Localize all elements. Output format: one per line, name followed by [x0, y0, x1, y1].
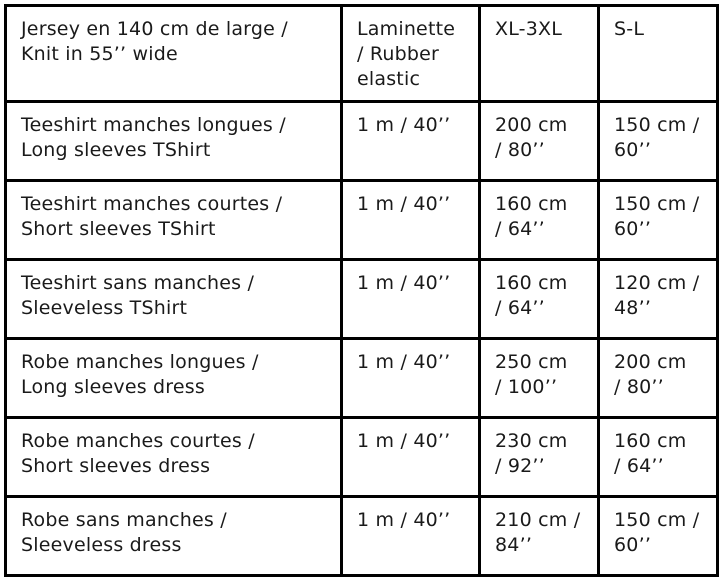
- elastic-cell: 1 m / 40’’: [342, 418, 480, 497]
- table-row: [6, 260, 718, 339]
- s-l-cell: 160 cm / 64’’: [599, 418, 718, 497]
- header-cell-fabric: Jersey en 140 cm de large / Knit in 55’’ wide: [6, 6, 342, 102]
- s-l-cell: 150 cm / 60’’: [599, 102, 718, 181]
- xl-3xl-cell: 160 cm / 64’’: [480, 260, 599, 339]
- xl-3xl-cell: 250 cm / 100’’: [480, 339, 599, 418]
- garment-cell: Robe manches courtes / Short sleeves dress: [6, 418, 342, 497]
- garment-cell: Robe manches longues / Long sleeves dress: [6, 339, 342, 418]
- s-l-cell: 120 cm / 48’’: [599, 260, 718, 339]
- garment-cell: Robe sans manches / Sleeveless dress: [6, 497, 342, 576]
- garment-cell: Teeshirt manches courtes / Short sleeves TShirt: [6, 181, 342, 260]
- elastic-cell: 1 m / 40’’: [342, 102, 480, 181]
- header-cell-size-s-l: S-L: [599, 6, 718, 102]
- table-row: [6, 339, 718, 418]
- elastic-cell: 1 m / 40’’: [342, 339, 480, 418]
- fabric-requirements-table: [4, 4, 719, 577]
- table-header-row: [6, 6, 718, 102]
- table-row: [6, 418, 718, 497]
- xl-3xl-cell: 160 cm / 64’’: [480, 181, 599, 260]
- s-l-cell: 200 cm / 80’’: [599, 339, 718, 418]
- s-l-cell: 150 cm / 60’’: [599, 181, 718, 260]
- elastic-cell: 1 m / 40’’: [342, 497, 480, 576]
- elastic-cell: 1 m / 40’’: [342, 181, 480, 260]
- table-row: [6, 181, 718, 260]
- table-row: [6, 102, 718, 181]
- s-l-cell: 150 cm / 60’’: [599, 497, 718, 576]
- header-cell-size-xl-3xl: XL-3XL: [480, 6, 599, 102]
- garment-cell: Teeshirt manches longues / Long sleeves TShirt: [6, 102, 342, 181]
- xl-3xl-cell: 230 cm / 92’’: [480, 418, 599, 497]
- elastic-cell: 1 m / 40’’: [342, 260, 480, 339]
- xl-3xl-cell: 210 cm / 84’’: [480, 497, 599, 576]
- garment-cell: Teeshirt sans manches / Sleeveless TShirt: [6, 260, 342, 339]
- table-row: [6, 497, 718, 576]
- header-cell-elastic: Laminette / Rubber elastic: [342, 6, 480, 102]
- xl-3xl-cell: 200 cm / 80’’: [480, 102, 599, 181]
